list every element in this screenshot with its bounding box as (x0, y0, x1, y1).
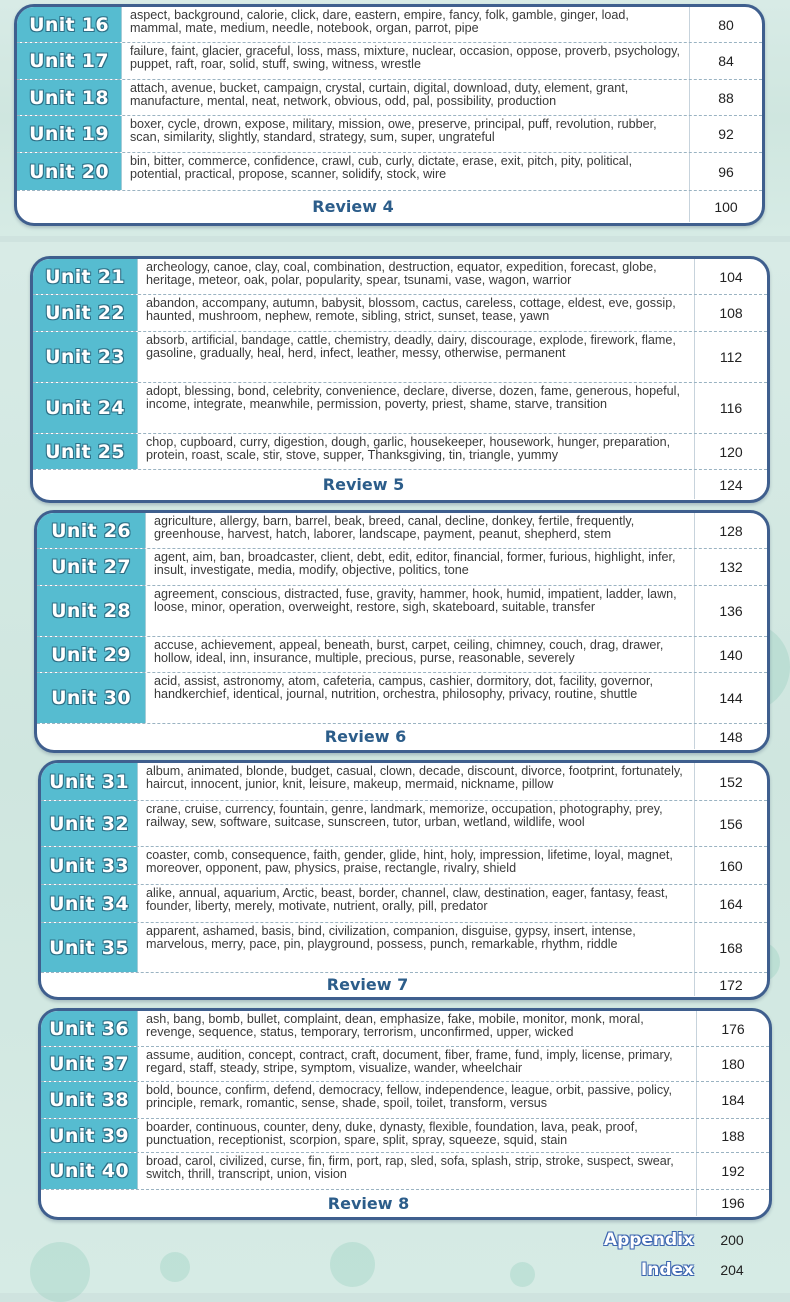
unit-page-number: 116 (694, 383, 767, 433)
review-label: Review 8 (327, 1193, 410, 1213)
index-entry[interactable] (594, 1257, 762, 1283)
unit-page-number: 160 (694, 847, 767, 884)
unit-row[interactable] (41, 1011, 769, 1047)
unit-word-list: assume, audition, concept, contract, craft, document, fiber, frame, fund, imply, license, primary, regard, staff, steady, stripe, symptom, visualize, wander, wheelchair (146, 1048, 673, 1075)
unit-page-number: 152 (694, 763, 767, 800)
unit-word-list: accuse, achievement, appeal, beneath, burst, carpet, ceiling, chimney, couch, drag, drawer, hollow, ideal, inn, insurance, multiple, precious, purse, reasonable, severely (154, 638, 664, 665)
unit-row[interactable] (41, 1047, 769, 1082)
unit-word-list: crane, cruise, currency, fountain, genre, landmark, memorize, occupation, photography, prey, railway, sew, software, suitcase, sunscreen, tutor, urban, wetland, wildlife, wool (146, 802, 663, 829)
unit-word-list: adopt, blessing, bond, celebrity, convenience, declare, diverse, dozen, fame, generous, hopeful, income, integrate, meanwhile, permission, poverty, priest, shame, starve, transition (146, 384, 680, 411)
unit-label: Unit 38 (41, 1082, 138, 1118)
unit-page-number: 184 (696, 1082, 769, 1118)
unit-row[interactable] (41, 1119, 769, 1153)
unit-word-list: absorb, artificial, bandage, cattle, chemistry, deadly, dairy, discourage, explode, firework, flame, gasoline, gradually, heal, herd, infect, leather, messy, otherwise, permanent (146, 333, 676, 360)
unit-word-list: archeology, canoe, clay, coal, combination, destruction, equator, expedition, forecast, globe, heritage, meteor, oak, polar, popularity, spear, tsunami, vase, wagon, warrior (146, 260, 657, 287)
unit-row[interactable] (33, 383, 767, 434)
review-label: Review 6 (324, 727, 407, 746)
unit-page-number: 144 (694, 673, 767, 723)
unit-row[interactable] (41, 923, 767, 973)
unit-label: Unit 21 (33, 259, 138, 294)
unit-row[interactable] (37, 549, 767, 586)
unit-label: Unit 23 (33, 332, 138, 382)
unit-word-list: bold, bounce, confirm, defend, democracy, fellow, independence, league, orbit, passive, policy, principle, remark, romantic, sense, shade, spoil, toilet, transform, versus (146, 1083, 672, 1110)
unit-page-number: 120 (694, 434, 767, 469)
unit-row[interactable] (17, 116, 762, 153)
unit-word-list: chop, cupboard, curry, digestion, dough, garlic, housekeeper, housework, hunger, preparation, protein, roast, scale, stir, stove, supper, Thanksgiving, tin, triangle, yummy (146, 435, 671, 462)
unit-label: Unit 22 (33, 295, 138, 331)
unit-label: Unit 36 (41, 1011, 138, 1046)
unit-word-list: broad, carol, civilized, curse, fin, firm, port, rap, sled, sofa, splash, strip, stroke, suspect, swear, switch, thrill, transcript, union, vision (146, 1154, 674, 1181)
unit-label: Unit 20 (17, 153, 122, 190)
unit-row[interactable] (41, 1082, 769, 1119)
unit-page-number: 128 (694, 513, 767, 548)
unit-row[interactable] (37, 637, 767, 673)
unit-row[interactable] (37, 586, 767, 637)
unit-word-list: boarder, continuous, counter, deny, duke, dynasty, flexible, foundation, lava, peak, proof, punctuation, receptionist, scorpion, spare, split, spray, squeeze, squid, stain (146, 1120, 638, 1147)
unit-label: Unit 24 (33, 383, 138, 433)
unit-page-number: 164 (694, 885, 767, 922)
unit-page-number: 168 (694, 923, 767, 972)
unit-label: Unit 16 (17, 7, 122, 42)
background-bubble (160, 1252, 190, 1282)
toc-section-units-36-40 (38, 1008, 772, 1220)
unit-row[interactable] (41, 763, 767, 801)
unit-label: Unit 31 (41, 763, 138, 800)
unit-page-number: 140 (694, 637, 767, 672)
unit-word-list: boxer, cycle, drown, expose, military, mission, owe, preserve, principal, puff, revolution, rubber, scan, similarity, slightly, standard, strategy, sum, super, ungrateful (130, 117, 657, 144)
unit-page-number: 96 (689, 153, 762, 190)
review-row[interactable] (33, 470, 767, 499)
unit-word-list: attach, avenue, bucket, campaign, crystal, curtain, digital, download, duty, element, grant, manufacture, mental, neat, network, obvious, odd, pal, possibility, production (130, 81, 629, 108)
unit-label: Unit 40 (41, 1153, 138, 1189)
unit-page-number: 84 (689, 43, 762, 79)
unit-page-number: 108 (694, 295, 767, 331)
unit-word-list: bin, bitter, commerce, confidence, crawl, cub, curly, dictate, erase, exit, pitch, pity, political, potential, practical, propose, scanner, solidify, stock, wire (130, 154, 633, 181)
unit-word-list: album, animated, blonde, budget, casual, clown, decade, discount, divorce, footprint, fortunately, haircut, innocent, junior, knit, leisure, makeup, mermaid, nickname, pillow (146, 764, 683, 791)
unit-row[interactable] (41, 847, 767, 885)
unit-label: Unit 29 (37, 637, 146, 672)
unit-page-number: 104 (694, 259, 767, 294)
unit-word-list: agent, aim, ban, broadcaster, client, debt, edit, editor, financial, former, furious, highlight, infer, insult, investigate, media, modify, objective, politics, tone (154, 550, 676, 577)
toc-section-units-21-25 (30, 256, 770, 503)
review-page-number: 172 (694, 973, 767, 996)
toc-section-units-31-35 (38, 760, 770, 1000)
unit-label: Unit 32 (41, 801, 138, 846)
toc-section-units-26-30 (34, 510, 770, 753)
unit-word-list: alike, annual, aquarium, Arctic, beast, border, channel, claw, destination, eager, fantasy, feast, founder, liberty, merely, motivate, nutrient, orally, pill, predator (146, 886, 669, 913)
unit-label: Unit 18 (17, 80, 122, 115)
review-label: Review 4 (312, 197, 394, 216)
unit-word-list: acid, assist, astronomy, atom, cafeteria, campus, cashier, dormitory, dot, facility, governor, handkerchief, identical, journal, nutrition, orchestra, philosophy, privacy, routine, shuttle (154, 674, 654, 701)
unit-page-number: 132 (694, 549, 767, 585)
unit-page-number: 112 (694, 332, 767, 382)
review-page-number: 124 (694, 470, 767, 499)
unit-label: Unit 34 (41, 885, 138, 922)
unit-word-list: apparent, ashamed, basis, bind, civilization, companion, disguise, gypsy, insert, intense, marvelous, merry, pace, pin, playground, possess, punch, remarkable, rhythm, riddle (146, 924, 636, 951)
unit-label: Unit 19 (17, 116, 122, 152)
unit-row[interactable] (37, 513, 767, 549)
background-bubble (510, 1262, 535, 1287)
unit-row[interactable] (33, 259, 767, 295)
unit-page-number: 156 (694, 801, 767, 846)
review-row[interactable] (41, 1190, 769, 1216)
unit-label: Unit 28 (37, 586, 146, 636)
unit-page-number: 88 (689, 80, 762, 115)
unit-label: Unit 27 (37, 549, 146, 585)
appendix-page: 200 (720, 1232, 744, 1248)
review-row[interactable] (17, 191, 762, 222)
unit-word-list: failure, faint, glacier, graceful, loss, mass, mixture, nuclear, occasion, oppose, proverb, psychology, puppet, raft, roar, solid, stuff, swing, witness, wrestle (130, 44, 680, 71)
unit-row[interactable] (33, 295, 767, 332)
index-label: Index (640, 1260, 694, 1280)
unit-row[interactable] (17, 153, 762, 191)
review-row[interactable] (41, 973, 767, 996)
unit-row[interactable] (41, 885, 767, 923)
unit-row[interactable] (17, 7, 762, 43)
review-page-number: 148 (694, 724, 767, 749)
unit-row[interactable] (41, 801, 767, 847)
unit-label: Unit 39 (41, 1119, 138, 1152)
unit-word-list: coaster, comb, consequence, faith, gender, glide, hint, holy, impression, lifetime, loyal, magnet, moreover, opponent, paw, physics, praise, rectangle, rivalry, shield (146, 848, 673, 875)
unit-label: Unit 30 (37, 673, 146, 723)
unit-word-list: ash, bang, bomb, bullet, complaint, dean, emphasize, fake, mobile, monitor, monk, moral, revenge, sequence, status, temporary, terrorism, unconfirmed, upper, wicked (146, 1012, 644, 1039)
unit-page-number: 188 (696, 1119, 769, 1152)
review-page-number: 196 (696, 1190, 769, 1216)
unit-page-number: 180 (696, 1047, 769, 1081)
unit-page-number: 176 (696, 1011, 769, 1046)
appendix-entry[interactable] (594, 1227, 762, 1253)
unit-row[interactable] (33, 332, 767, 383)
review-page-number: 100 (689, 191, 762, 222)
toc-section-units-16-20 (14, 4, 765, 226)
unit-word-list: agreement, conscious, distracted, fuse, gravity, hammer, hook, humid, impatient, ladder, lawn, loose, minor, operation, overweight, restore, sigh, skateboard, suitable, transfer (154, 587, 677, 614)
unit-label: Unit 17 (17, 43, 122, 79)
unit-page-number: 92 (689, 116, 762, 152)
unit-page-number: 80 (689, 7, 762, 42)
unit-label: Unit 35 (41, 923, 138, 972)
review-label: Review 5 (322, 475, 405, 494)
background-bubble (330, 1242, 375, 1287)
unit-page-number: 136 (694, 586, 767, 636)
unit-page-number: 192 (696, 1153, 769, 1189)
unit-label: Unit 25 (33, 434, 138, 469)
unit-row[interactable] (17, 43, 762, 80)
unit-word-list: abandon, accompany, autumn, babysit, blossom, cactus, careless, cottage, eldest, eve, gossip, haunted, mushroom, nephew, remote, sibling, strict, sunset, tease, yawn (146, 296, 676, 323)
unit-row[interactable] (33, 434, 767, 470)
unit-word-list: aspect, background, calorie, click, dare, eastern, empire, fancy, folk, gamble, ginger, load, mammal, mate, medium, needle, notebook, organ, parrot, pipe (130, 8, 629, 35)
unit-label: Unit 26 (37, 513, 146, 548)
unit-row[interactable] (41, 1153, 769, 1190)
unit-word-list: agriculture, allergy, barn, barrel, beak, breed, canal, decline, donkey, fertile, frequently, greenhouse, harvest, hatch, laborer, landscape, payment, peanut, shepherd, stem (154, 514, 635, 541)
index-page: 204 (720, 1262, 744, 1278)
appendix-label: Appendix (603, 1230, 694, 1250)
unit-row[interactable] (17, 80, 762, 116)
review-row[interactable] (37, 724, 767, 749)
background-bubble (30, 1242, 90, 1302)
unit-row[interactable] (37, 673, 767, 724)
unit-label: Unit 33 (41, 847, 138, 884)
review-label: Review 7 (326, 975, 409, 994)
unit-label: Unit 37 (41, 1047, 138, 1081)
